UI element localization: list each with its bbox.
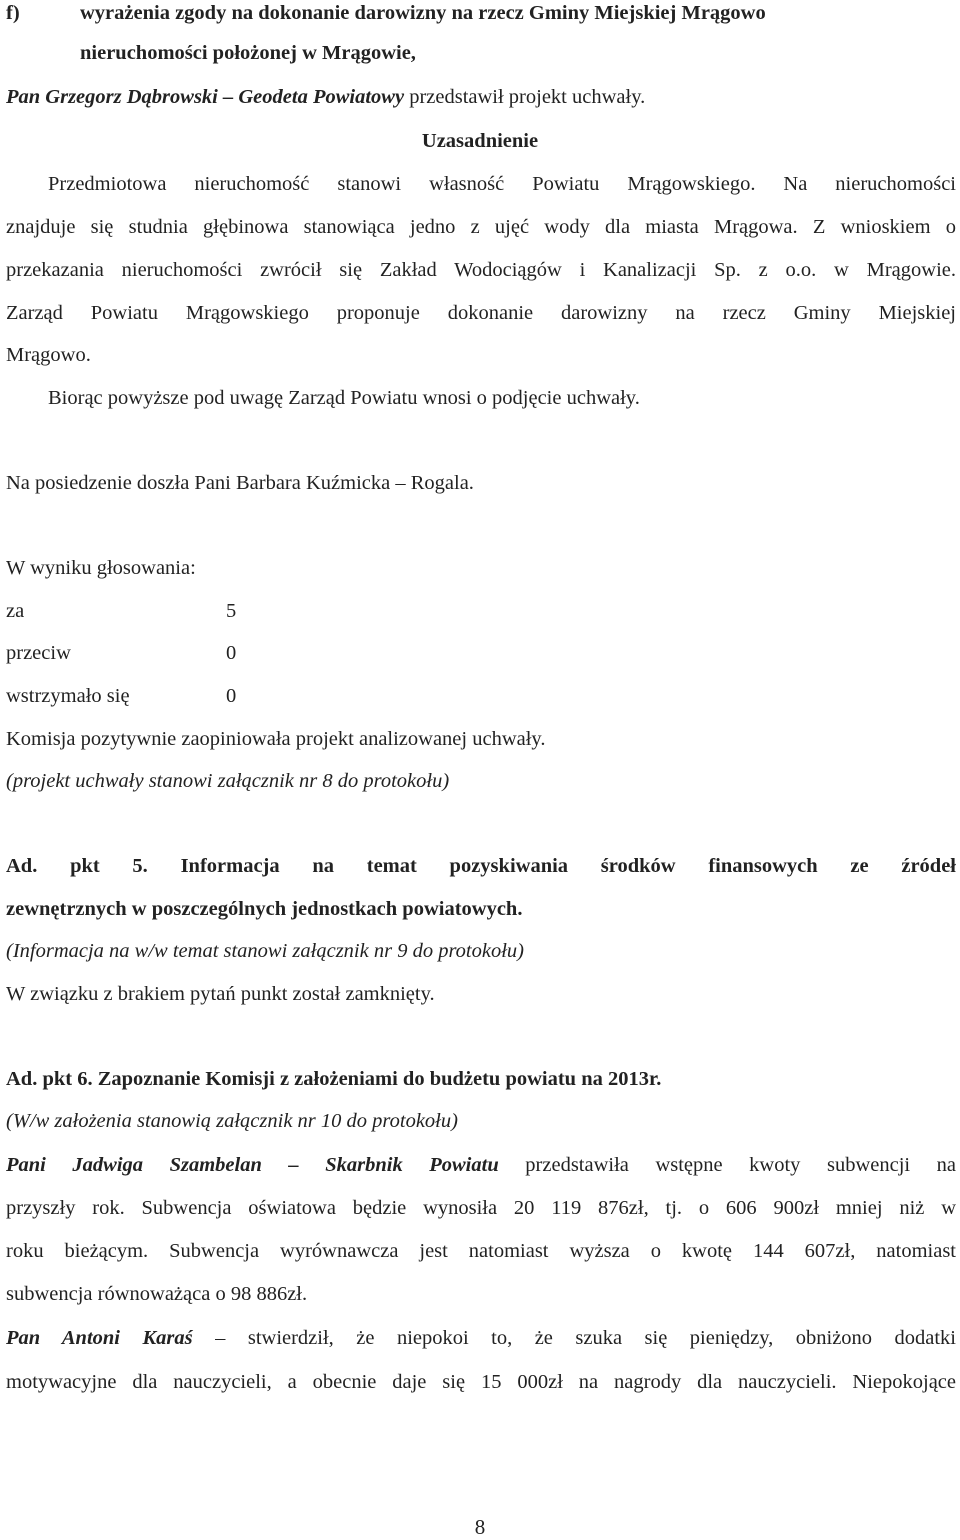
speaker1-line: Pani Jadwiga Szambelan – Skarbnik Powiatu przedstawiła wstępne kwoty subwencji na	[6, 1154, 956, 1176]
vote-row	[6, 683, 956, 709]
paragraph-line: Mrągowo.	[6, 344, 91, 366]
paragraph-line: znajduje się studnia głębinowa stanowiąca jedno z ujęć wody dla miasta Mrągowa. Z wnioskiem o	[6, 216, 956, 238]
attachment-note: (projekt uchwały stanowi załącznik nr 8 do protokołu)	[6, 770, 450, 792]
commission-opinion: Komisja pozytywnie zaopiniowała projekt analizowanej uchwały.	[6, 728, 546, 750]
justification-heading: Uzasadnienie	[421, 130, 539, 152]
pkt5-title-line2: zewnętrznych w poszczególnych jednostkach powiatowych.	[6, 898, 523, 920]
speaker1-name: Pani Jadwiga Szambelan – Skarbnik Powiatu	[6, 1154, 499, 1176]
paragraph-line: Przedmiotowa nieruchomość stanowi własność Powiatu Mrągowskiego. Na nieruchomości	[48, 173, 956, 195]
paragraph-line: przekazania nieruchomości zwrócił się Zakład Wodociągów i Kanalizacji Sp. z o.o. w Mrągowie.	[6, 259, 956, 281]
vote-value: 5	[226, 600, 237, 622]
section-letter: f)	[6, 2, 20, 24]
pkt5-title-line1: Ad. pkt 5. Informacja na temat pozyskiwania środków finansowych ze źródeł	[6, 855, 956, 877]
pkt6-title-line: Ad. pkt 6. Zapoznanie Komisji z założeniami do budżetu powiatu na 2013r.	[6, 1068, 662, 1090]
paragraph-line: motywacyjne dla nauczycieli, a obecnie daje się 15 000zł na nagrody dla nauczycieli. Niepokojące	[6, 1371, 956, 1393]
section-f-title-line1: f) wyrażenia zgody na dokonanie darowizny na rzecz Gminy Miejskiej Mrągowo	[6, 2, 766, 24]
paragraph-line: Zarząd Powiatu Mrągowskiego proponuje dokonanie darowizny na rzecz Gminy Miejskiej	[6, 302, 956, 324]
pkt5-label: Ad. pkt 5.	[6, 855, 148, 877]
vote-row	[6, 640, 956, 666]
paragraph-line: roku bieżącym. Subwencja wyrównawcza jest natomiast wyższa o kwotę 144 607zł, natomiast	[6, 1240, 956, 1262]
vote-label: przeciw	[6, 642, 71, 664]
vote-value: 0	[226, 642, 237, 664]
speaker-line: Pan Grzegorz Dąbrowski – Geodeta Powiatowy przedstawił projekt uchwały.	[6, 86, 646, 108]
vote-label: za	[6, 600, 25, 622]
paragraph-line: subwencja równoważąca o 98 886zł.	[6, 1283, 308, 1305]
paragraph-line: przyszły rok. Subwencja oświatowa będzie wynosiła 20 119 876zł, tj. o 606 900zł mniej niż w	[6, 1197, 956, 1219]
vote-heading: W wyniku głosowania:	[6, 557, 196, 579]
vote-row	[6, 598, 956, 624]
speaker2-line: Pan Antoni Karaś – stwierdził, że niepokoi to, że szuka się pieniędzy, obniżono dodatki	[6, 1327, 957, 1349]
section-f-title-line2: nieruchomości położonej w Mrągowie,	[80, 42, 416, 64]
pkt5-attachment: (Informacja na w/w temat stanowi załącznik nr 9 do protokołu)	[6, 940, 524, 962]
vote-label: wstrzymało się	[6, 685, 130, 707]
speaker2-name: Pan Antoni Karaś	[6, 1327, 193, 1349]
pkt6-label: Ad. pkt 6.	[6, 1068, 93, 1090]
pkt5-closing: W związku z brakiem pytań punkt został zamknięty.	[6, 983, 435, 1005]
vote-value: 0	[226, 685, 237, 707]
speaker-name: Pan Grzegorz Dąbrowski – Geodeta Powiatowy	[6, 86, 405, 108]
pkt6-attachment: (W/w założenia stanowią załącznik nr 10 do protokołu)	[6, 1110, 458, 1132]
arrival-note: Na posiedzenie doszła Pani Barbara Kuźmicka – Rogala.	[6, 472, 474, 494]
page-number: 8	[474, 1515, 486, 1539]
conclusion-text: Biorąc powyższe pod uwagę Zarząd Powiatu wnosi o podjęcie uchwały.	[48, 387, 640, 409]
